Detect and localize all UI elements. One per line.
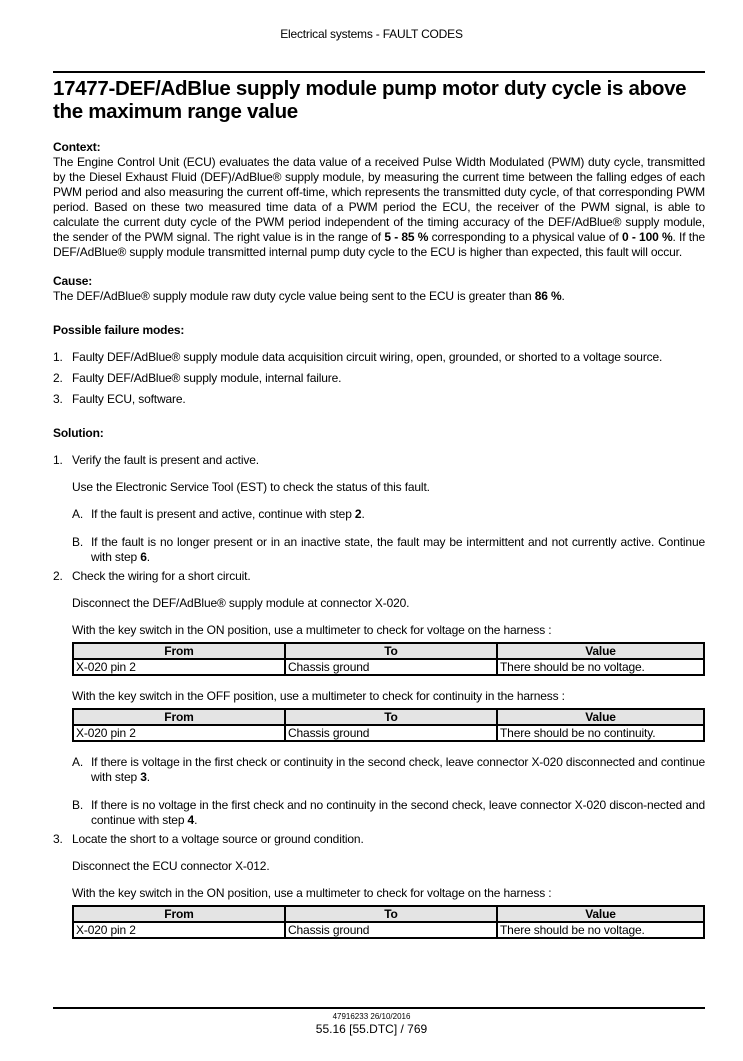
failure-modes-label: Possible failure modes:	[53, 323, 185, 337]
list-number: 1.	[53, 350, 63, 364]
solution-step-1	[53, 453, 705, 565]
step-instruction: Disconnect the DEF/AdBlue® supply module at connector X-020.	[72, 596, 410, 610]
check-instruction: With the key switch in the ON position, use a multimeter to check for voltage on the harness :	[72, 886, 552, 900]
step-instruction: Use the Electronic Service Tool (EST) to check the status of this fault.	[72, 480, 430, 494]
list-number: 2.	[53, 371, 63, 385]
column-header-to: To	[285, 906, 497, 922]
option-letter: B.	[72, 798, 84, 812]
step-option	[72, 798, 705, 828]
table-header-row	[73, 643, 704, 659]
cell-value: There should be no voltage.	[497, 659, 704, 675]
cell-from: X-020 pin 2	[73, 725, 285, 741]
table-row	[73, 659, 704, 675]
cell-to: Chassis ground	[285, 659, 497, 675]
table-header-row	[73, 709, 704, 725]
column-header-from: From	[73, 709, 285, 725]
cell-from: X-020 pin 2	[73, 922, 285, 938]
option-text: If the fault is present and active, continue with step	[91, 507, 355, 521]
option-letter: A.	[72, 755, 84, 769]
top-divider	[53, 71, 705, 73]
step-instruction: Disconnect the ECU connector X-012.	[72, 859, 270, 873]
list-number: 3.	[53, 392, 63, 406]
context-paragraph	[53, 155, 705, 260]
context-text-3: . If the DEF/AdBlue® supply module transmitted internal pump duty cycle to the ECU is higher than expected, this fault will occur.	[53, 230, 706, 259]
failure-mode-item	[53, 392, 705, 407]
check-instruction: With the key switch in the OFF position, use a multimeter to check for continuity in the harness :	[72, 689, 565, 703]
option-end: .	[146, 550, 150, 564]
step-number: 2.	[53, 569, 63, 583]
table-header-row	[73, 906, 704, 922]
column-header-value: Value	[497, 643, 704, 659]
cause-end: .	[561, 289, 565, 303]
solution-step-3	[53, 832, 705, 939]
step-reference: 2	[354, 507, 362, 521]
step-number: 1.	[53, 453, 63, 467]
step-title: Locate the short to a voltage source or ground condition.	[72, 832, 364, 846]
running-header: Electrical systems - FAULT CODES	[280, 27, 463, 41]
document-reference: 47916233 26/10/2016	[332, 1012, 411, 1021]
step-options	[72, 755, 705, 828]
cell-value: There should be no voltage.	[497, 922, 704, 938]
option-end: .	[146, 770, 150, 784]
failure-mode-text: Faulty DEF/AdBlue® supply module data acquisition circuit wiring, open, grounded, or shorted to a voltage source.	[72, 350, 663, 364]
step-title: Check the wiring for a short circuit.	[72, 569, 251, 583]
failure-mode-text: Faulty DEF/AdBlue® supply module, internal failure.	[72, 371, 342, 385]
check-instruction: With the key switch in the ON position, use a multimeter to check for voltage on the harness :	[72, 623, 552, 637]
step-option	[72, 535, 705, 565]
cell-to: Chassis ground	[285, 725, 497, 741]
option-text: If there is no voltage in the first check and no continuity in the second check, leave connector X-020 discon-nected and continue with step	[91, 798, 705, 827]
page-title: 17477-DEF/AdBlue supply module pump motor duty cycle is above the maximum range value	[53, 77, 687, 123]
step-title: Verify the fault is present and active.	[72, 453, 259, 467]
page-reference: 55.16 [55.DTC] / 769	[315, 1022, 428, 1036]
voltage-check-table	[72, 905, 705, 939]
step-number: 3.	[53, 832, 63, 846]
option-text: If there is voltage in the first check or continuity in the second check, leave connector X-020 disconnected and continue with step	[91, 755, 705, 784]
column-header-value: Value	[497, 906, 704, 922]
cell-to: Chassis ground	[285, 922, 497, 938]
context-label: Context:	[53, 140, 101, 154]
step-reference: 4	[187, 813, 195, 827]
option-letter: A.	[72, 507, 84, 521]
failure-modes-list	[53, 350, 705, 407]
context-physical-range: 0 - 100 %	[621, 230, 673, 244]
column-header-to: To	[285, 709, 497, 725]
step-reference: 6	[140, 550, 147, 564]
bottom-divider	[53, 1007, 705, 1009]
solution-steps	[53, 453, 705, 939]
option-letter: B.	[72, 535, 84, 549]
column-header-to: To	[285, 643, 497, 659]
failure-mode-item	[53, 371, 705, 386]
continuity-check-table	[72, 708, 705, 742]
solution-step-2	[53, 569, 705, 828]
solution-label: Solution:	[53, 426, 104, 440]
context-text-2: corresponding to a physical value of	[428, 230, 622, 244]
document-body	[53, 140, 705, 952]
cell-from: X-020 pin 2	[73, 659, 285, 675]
column-header-from: From	[73, 906, 285, 922]
column-header-from: From	[73, 643, 285, 659]
table-row	[73, 922, 704, 938]
option-text: If the fault is no longer present or in an inactive state, the fault may be intermittent and not currently active. Continue with step	[91, 535, 705, 564]
voltage-check-table	[72, 642, 705, 676]
step-option	[72, 507, 705, 522]
context-text-1: The Engine Control Unit (ECU) evaluates the data value of a received Pulse Width Modulated (PWM) duty cycle, transmitted by the Diesel Exhaust Fluid (DEF)/AdBlue® supply module, by measuring the current time between the falling edges of each PWM period and also measuring the current off-time, which represents the transmitted duty cycle, of that corresponding PWM period. Based on these two measured time data of a PWM period the ECU, the receiver of the PWM signal, is able to calculate the current duty cycle of the PWM period independent of the timing accuracy of the DEF/AdBlue® supply module, the sender of the PWM signal. The right value is in the range of	[53, 155, 705, 244]
step-option	[72, 755, 705, 785]
column-header-value: Value	[497, 709, 704, 725]
option-end: .	[361, 507, 365, 521]
cause-text: The DEF/AdBlue® supply module raw duty cycle value being sent to the ECU is greater than	[53, 289, 535, 303]
cause-threshold: 86 %	[534, 289, 562, 303]
option-end: .	[194, 813, 198, 827]
failure-mode-text: Faulty ECU, software.	[72, 392, 186, 406]
step-reference: 3	[140, 770, 147, 784]
cause-label: Cause:	[53, 274, 93, 288]
cause-paragraph	[53, 289, 705, 304]
step-options	[72, 507, 705, 565]
table-row	[73, 725, 704, 741]
context-range: 5 - 85 %	[384, 230, 429, 244]
cell-value: There should be no continuity.	[497, 725, 704, 741]
failure-mode-item	[53, 350, 705, 365]
